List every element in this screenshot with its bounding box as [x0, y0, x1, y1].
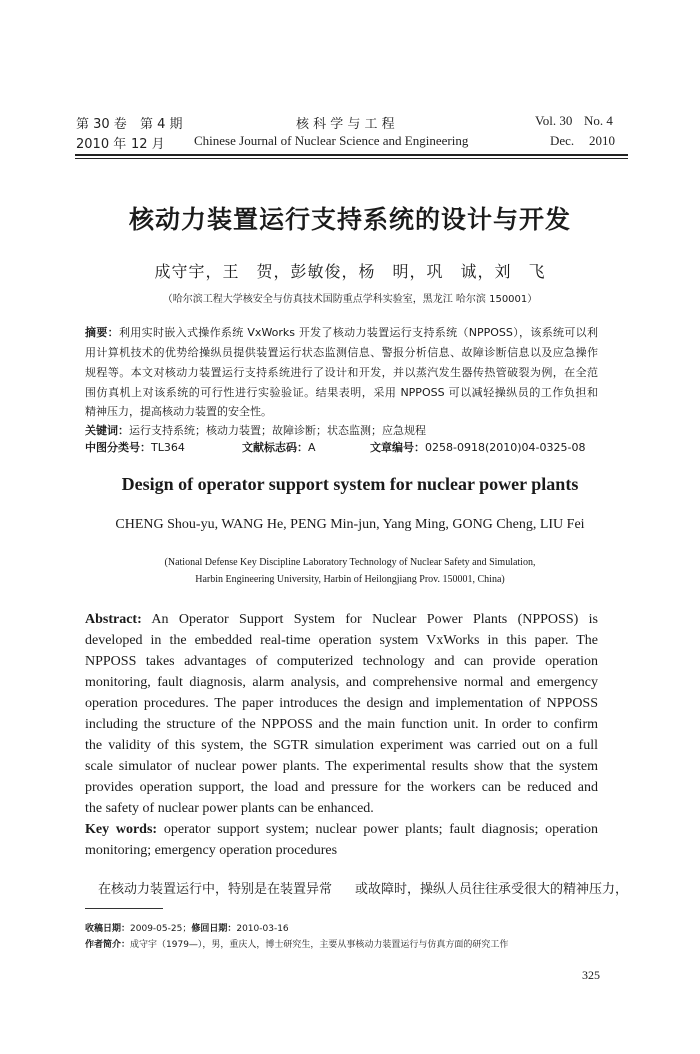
- abstract-en-label: Abstract:: [85, 612, 142, 627]
- abstract-cn-text: 利用实时嵌入式操作系统 VxWorks 开发了核动力装置运行支持系统（NPPOSS），该系统可以利: [118, 326, 598, 339]
- affiliation-en-line-1: (National Defense Key Discipline Laboratory Technology of Nuclear Safety and Simulation,: [164, 557, 536, 568]
- abstract-en-first-line: An Operator Support System for Nuclear Power Plants (NPPOSS) is: [151, 612, 598, 627]
- header-rule-thin: [75, 158, 628, 159]
- abstract-cn-line-2: 用计算机技术的优势给操纵员提供装置运行状态监测信息、警报分析信息、故障诊断信息以及应急操作: [85, 346, 598, 359]
- abstract-cn-line-1: [85, 324, 598, 340]
- abstract-cn-line-5: 精神压力，提高核动力装置的安全性。: [85, 405, 272, 418]
- keywords-en-line-1: [85, 822, 598, 838]
- page-number: 325: [582, 968, 600, 982]
- authors-en: CHENG Shou-yu, WANG He, PENG Min-jun, Yang Ming, GONG Cheng, LIU Fei: [115, 517, 585, 532]
- body-text-part-1: 在核动力装置运行中，特别是在装置异常: [98, 882, 333, 897]
- clc-number: [85, 439, 185, 455]
- header-year-cn: 2010 年: [76, 137, 127, 152]
- title-en: Design of operator support system for nuclear power plants: [121, 474, 579, 494]
- keywords-cn: [85, 422, 426, 438]
- keywords-cn-label: 关键词：: [85, 424, 129, 437]
- keywords-en-label: Key words:: [85, 822, 158, 837]
- affiliation-cn: （哈尔滨工程大学核安全与仿真技术国防重点学科实验室，黑龙江 哈尔滨 150001）: [162, 294, 538, 305]
- revised-value: 2010-03-16: [236, 924, 289, 934]
- authors-cn: 成守宇，王 贺，彭敏俊，杨 明，巩 诚，刘 飞: [154, 262, 546, 281]
- abstract-en-line-2: developed in the embedded real-time operation system VxWorks in this paper. The: [85, 633, 598, 648]
- keywords-en-line-2: monitoring; emergency operation procedures: [85, 843, 338, 858]
- doc-value: A: [308, 441, 316, 454]
- document-code: [242, 439, 316, 455]
- header-month-cn: 12 月: [131, 137, 165, 152]
- abstract-en-line-3: NPPOSS takes advantages of computerized technology and can provide operation: [85, 654, 598, 669]
- footnote-rule: [85, 908, 163, 909]
- abstract-cn-line-4: 围仿真机上对该系统的可行性进行实验验证。结果表明，采用 NPPOSS 可以减轻操纵员的工作负担和: [85, 386, 598, 399]
- header-volume-en: Vol. 30: [535, 113, 573, 128]
- revised-label: 修回日期：: [191, 924, 237, 934]
- header-rule-thick: [75, 154, 628, 156]
- header-month-en: Dec.: [550, 133, 575, 148]
- header-journal-cn: 核 科 学 与 工 程: [296, 117, 395, 132]
- clc-value: TL364: [151, 441, 185, 454]
- clc-label: 中图分类号：: [85, 441, 151, 454]
- header-journal-en: Chinese Journal of Nuclear Science and Engineering: [194, 133, 469, 148]
- title-cn: 核动力装置运行支持系统的设计与开发: [128, 205, 571, 234]
- keywords-cn-text: 运行支持系统；核动力装置；故障诊断；状态监测；应急规程: [129, 424, 426, 437]
- bio-label: 作者简介：: [85, 940, 131, 950]
- abstract-en-line-9: provides operation support, the load and pressure for the workers can be reduced and: [85, 780, 598, 795]
- article-value: 0258-0918(2010)04-0325-08: [425, 441, 586, 454]
- abstract-en-line-1: [85, 612, 598, 628]
- abstract-en-line-4: monitoring, fault diagnosis, alarm analysis, and comprehensive normal and emergency: [85, 675, 598, 690]
- abstract-en-line-8: scale simulator of nuclear power plants. The experimental results show that the system: [85, 759, 598, 774]
- abstract-en-line-7: the validity of this system, the SGTR simulation experiment was carried out on a full: [85, 738, 598, 753]
- header-year-en: 2010: [589, 133, 615, 148]
- received-label: 收稿日期：: [85, 924, 131, 934]
- abstract-cn-line-3: 规程等。本文对核动力装置运行支持系统进行了设计和开发，并以蒸汽发生器传热管破裂为例，在全范: [85, 366, 598, 379]
- header-issue-en: No. 4: [584, 113, 613, 128]
- doc-label: 文献标志码：: [242, 441, 308, 454]
- abstract-cn-label: 摘要：: [85, 326, 119, 339]
- received-value: 2009-05-25；: [130, 924, 192, 934]
- abstract-en-line-6: including the structure of the NPPOSS and the main function unit. In order to confirm: [85, 717, 598, 732]
- body-text-part-2: 或故障时，操纵人员往往承受很大的精神压力，: [355, 882, 629, 897]
- abstract-en-line-5: operation procedures. The paper introduces the design and implementation of NPPOSS: [85, 696, 598, 711]
- article-label: 文章编号：: [370, 441, 425, 454]
- keywords-en-first-line: operator support system; nuclear power plants; fault diagnosis; operation: [163, 822, 599, 837]
- footnote-bio: [85, 937, 508, 950]
- footnote-dates: [85, 921, 289, 934]
- affiliation-en-line-2: Harbin Engineering University, Harbin of Heilongjiang Prov. 150001, China): [195, 574, 505, 585]
- bio-value: 成守宇（1979—），男，重庆人，博士研究生，主要从事核动力装置运行与仿真方面的研究工作: [130, 940, 509, 950]
- abstract-en-line-10: the safety of nuclear power plants can be enhanced.: [85, 801, 374, 816]
- header-volume-cn: 第 30 卷: [76, 117, 127, 132]
- header-issue-cn: 第 4 期: [140, 117, 183, 132]
- article-number: [370, 439, 585, 455]
